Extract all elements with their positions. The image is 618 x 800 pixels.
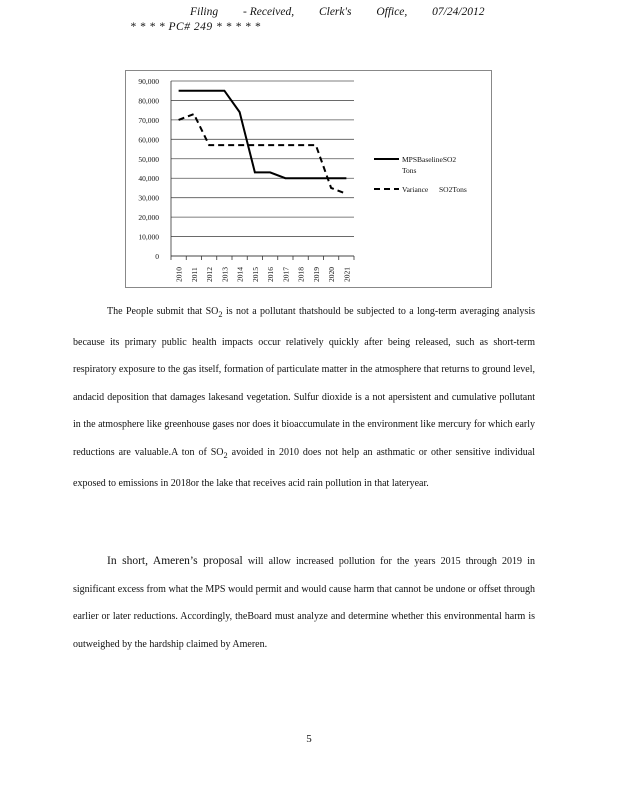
y-tick-label: 40,000 xyxy=(138,174,159,184)
y-tick-label: 70,000 xyxy=(138,115,159,125)
header-office: Office, xyxy=(376,6,408,18)
header-clerks: Clerk's xyxy=(318,6,352,18)
y-tick-label: 30,000 xyxy=(138,193,159,203)
y-tick-label: 60,000 xyxy=(138,135,159,145)
filing-header xyxy=(190,6,507,18)
x-tick-label: 2012 xyxy=(205,267,215,282)
legend-label-2-line1: Variance xyxy=(402,185,429,194)
paragraph-so2-not-long-term xyxy=(73,298,535,497)
x-tick-label: 2015 xyxy=(250,267,260,282)
y-tick-label: 90,000 xyxy=(138,77,159,86)
legend-label-1-line2: Tons xyxy=(402,166,417,175)
p1-text-b: is not a pollutant thatshould be subjected to a long-term averaging analysis because its primary public health impacts occur relatively quickly after being released, such as short-term respiratory exposure to the gas itself, formation of particulate matter in the atmosphere that returns to ground level, andacid deposition that damages lakesand vegetation. Sulfur dioxide is a not apersistent and cumulative pollutant in the atmosphere like greenhouse gases nor does it bioaccumulate in the environment like mercury for which early reductions are valuable.A ton of SO xyxy=(73,306,535,458)
p1-text-a: The People submit that SO xyxy=(107,306,219,317)
emissions-chart xyxy=(126,71,493,289)
emissions-chart-frame xyxy=(125,70,492,288)
x-tick-label: 2014 xyxy=(235,267,245,282)
y-tick-label: 0 xyxy=(155,252,159,261)
page-number: 5 xyxy=(306,733,312,745)
x-tick-label: 2017 xyxy=(281,267,291,282)
p1-subscript-2: 2 xyxy=(223,450,228,460)
x-tick-label: 2020 xyxy=(327,267,337,282)
legend-label-1-line1: MPSBaselineSO2 xyxy=(402,155,457,164)
x-tick-label: 2019 xyxy=(311,267,321,282)
y-tick-label: 20,000 xyxy=(138,213,159,223)
p2-rest: will allow increased pollution for the years 2015 through 2019 in significant excess from what the MPS would permit and would cause harm that cannot be undone or offset through earlier or later reductions. Accordingly, theBoard must analyze and determine whether this environmental harm is outweighed by the hardship claimed by Ameren. xyxy=(73,556,535,650)
p2-lead: In short, Ameren’s proposal xyxy=(107,555,243,567)
series-line-1 xyxy=(179,91,347,179)
y-tick-label: 50,000 xyxy=(138,154,159,164)
header-received: - Received, xyxy=(243,6,295,18)
x-tick-label: 2021 xyxy=(342,267,352,282)
legend-label-2-line2: SO2Tons xyxy=(439,185,467,194)
p1-subscript-1: 2 xyxy=(218,310,223,319)
y-tick-label: 10,000 xyxy=(138,232,159,242)
y-tick-label: 80,000 xyxy=(138,96,159,106)
series-line-2 xyxy=(179,114,347,194)
p1-text-c: avoided in 2010 does not help an asthmatic or other sensitive individual exposed to emissions in 2018or the lake that receives acid rain pollution in that lateryear. xyxy=(73,446,535,489)
header-pc-line: * * * * PC# 249 * * * * * xyxy=(130,21,261,33)
x-tick-label: 2011 xyxy=(189,267,199,282)
x-tick-label: 2013 xyxy=(220,267,230,282)
x-tick-label: 2016 xyxy=(266,267,276,282)
x-tick-label: 2010 xyxy=(174,267,184,282)
header-date: 07/24/2012 xyxy=(432,6,485,18)
paragraph-in-short xyxy=(73,548,535,658)
x-tick-label: 2018 xyxy=(296,267,306,282)
header-filing: Filing xyxy=(190,6,219,18)
